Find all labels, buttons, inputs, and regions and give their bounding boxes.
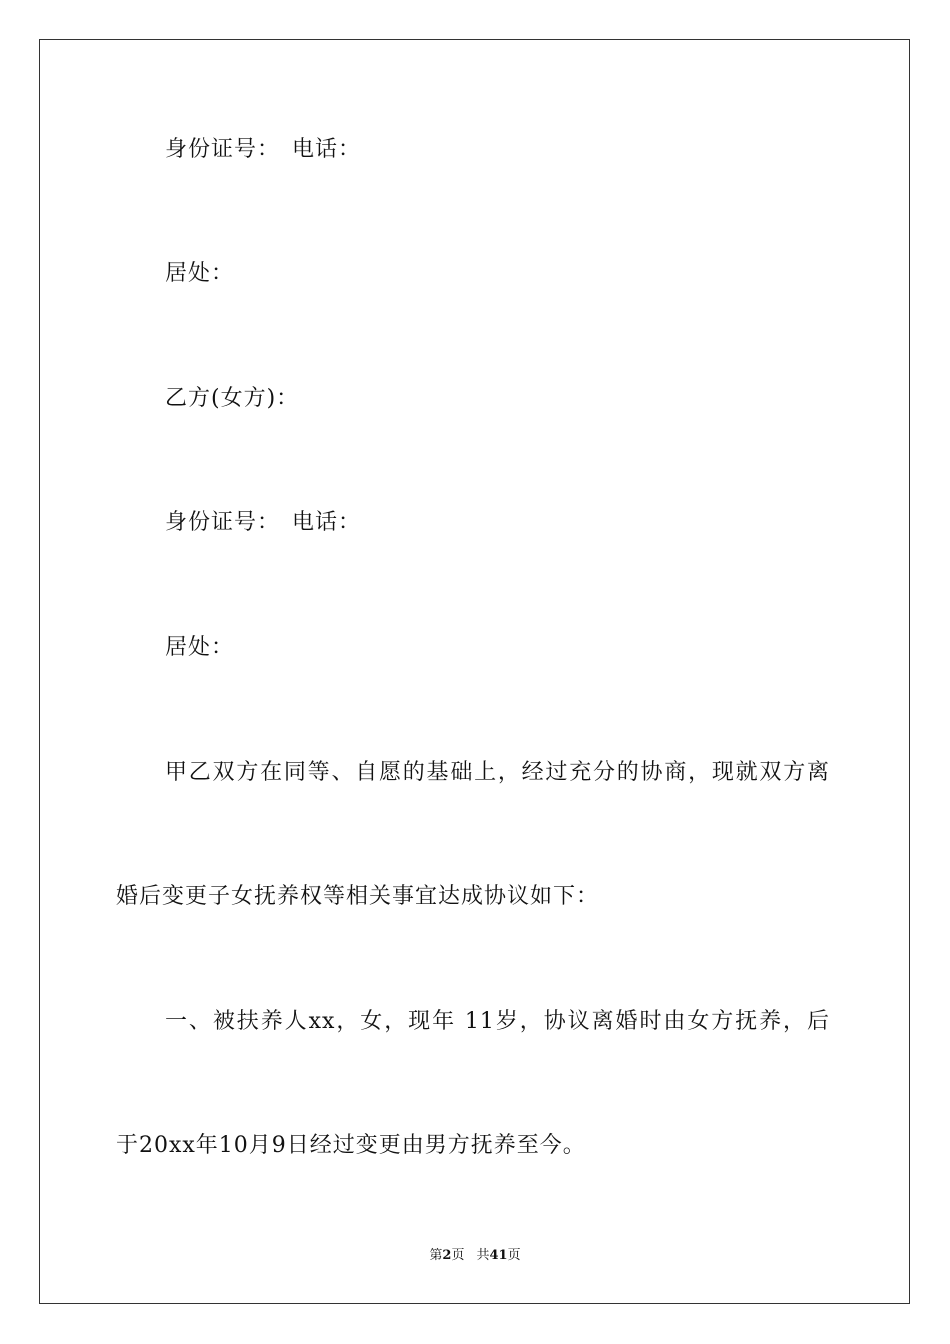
agreement-intro-line-2: 婚后变更子女抚养权等相关事宜达成协议如下：: [116, 884, 600, 909]
footer-page-suffix: 页: [451, 1248, 465, 1263]
clause-one-line-2: 于20xx年10月9日经过变更由男方抚养至今。: [116, 1133, 586, 1158]
party-a-id-phone-line: 身份证号： 电话：: [165, 137, 362, 162]
footer-total-prefix: 共: [476, 1248, 490, 1263]
footer-total-suffix: 页: [507, 1248, 521, 1263]
party-b-heading: 乙方(女方)：: [165, 386, 300, 411]
clause-one-line-1: 一、被扶养人xx，女，现年 11岁，协议离婚时由女方抚养，后: [165, 1009, 830, 1034]
party-b-residence-line: 居处：: [165, 635, 235, 660]
agreement-intro-line-1: 甲乙双方在同等、自愿的基础上，经过充分的协商，现就双方离: [165, 760, 830, 785]
footer-page-prefix: 第: [429, 1248, 443, 1263]
party-b-id-phone-line: 身份证号： 电话：: [165, 510, 362, 535]
footer-total-pages: 41: [489, 1248, 508, 1263]
page-footer: [0, 1247, 950, 1265]
page-border: [39, 39, 910, 1304]
footer-page-number: 2: [442, 1248, 452, 1263]
party-a-residence-line: 居处：: [165, 261, 235, 286]
